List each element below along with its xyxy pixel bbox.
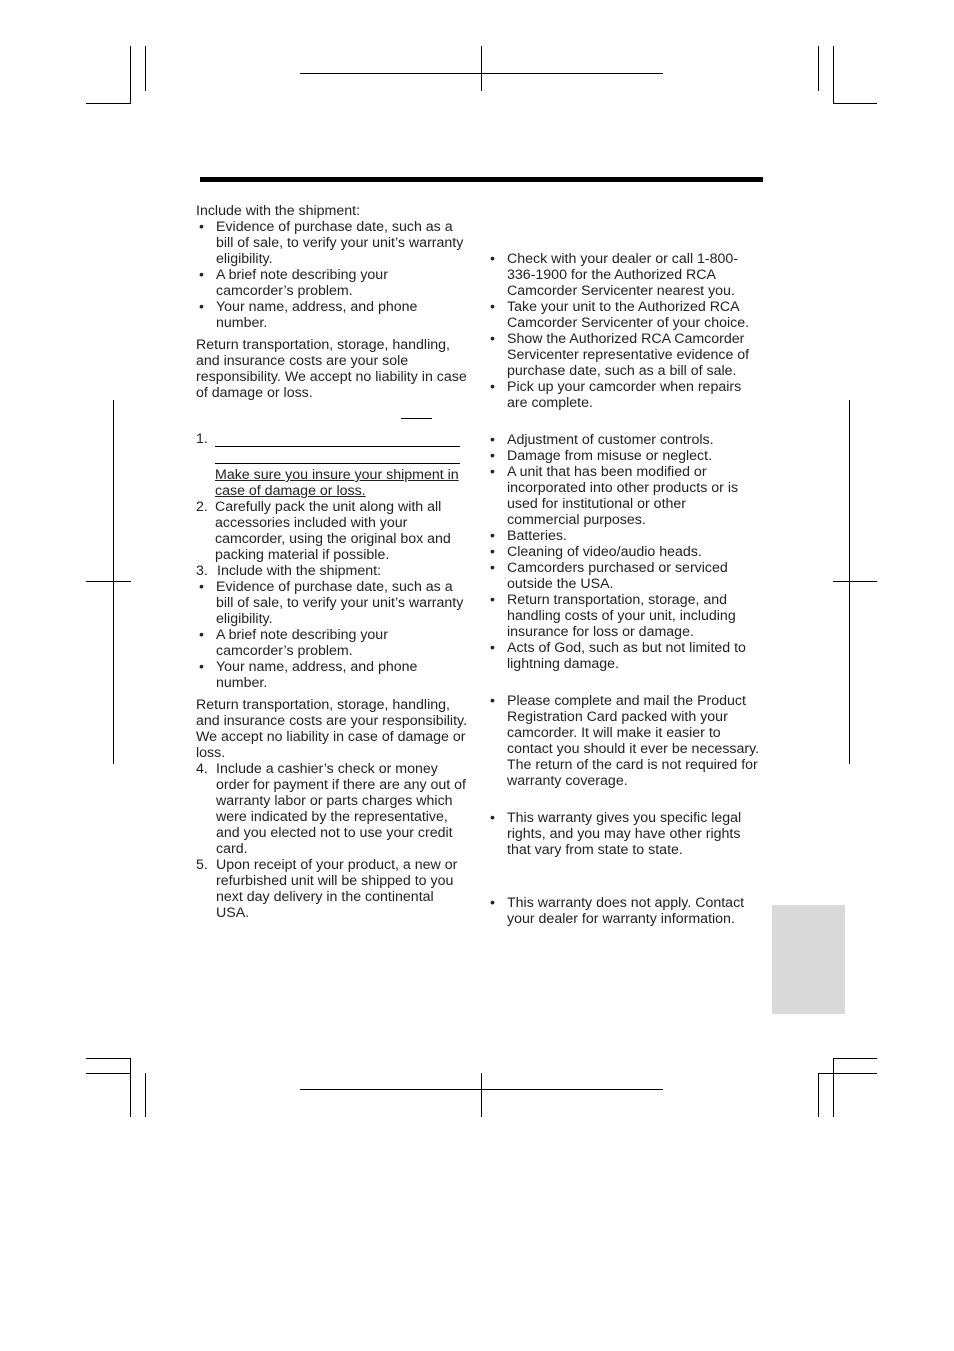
crop-mark <box>145 1073 146 1117</box>
list-item: • Adjustment of customer controls. <box>487 432 762 448</box>
list-item: • A brief note describing your camcorder’s problem. <box>196 267 468 299</box>
list-item: • Your name, address, and phone number. <box>196 299 468 331</box>
step-number: 3. <box>196 563 208 579</box>
crop-mark <box>86 1058 131 1059</box>
list-item: • A brief note describing your camcorder’s problem. <box>196 627 468 659</box>
step-1 <box>196 431 468 499</box>
list-item: • This warranty gives you specific legal rights, and you may have other rights that vary from state to state. <box>487 810 762 858</box>
crop-mark <box>86 1073 131 1074</box>
crop-mark <box>130 46 131 104</box>
crop-mark <box>818 1073 819 1117</box>
list-item: • Batteries. <box>487 528 762 544</box>
step-text: Upon receipt of your product, a new or refurbished unit will be shipped to you next day delivery in the continental USA. <box>216 857 458 921</box>
blank-rule <box>215 448 460 464</box>
list-item: • Pick up your camcorder when repairs are complete. <box>487 379 762 411</box>
list-item: • Damage from misuse or neglect. <box>487 448 762 464</box>
step-text: Make sure you insure your shipment in case of damage or loss. <box>215 467 459 499</box>
blank-rule <box>215 431 460 447</box>
steps-list-cont <box>196 761 468 921</box>
crop-mark <box>833 581 877 582</box>
crop-mark <box>833 103 877 104</box>
liability-paragraph-b: Return transportation, storage, handling, and insurance costs are your responsibility. We accept no liability in case of damage or loss. <box>196 697 468 761</box>
list-item: • Camcorders purchased or serviced outside the USA. <box>487 560 762 592</box>
liability-paragraph-a: Return transportation, storage, handling, and insurance costs are your sole responsibility. We accept no liability in case of damage or loss. <box>196 337 467 401</box>
outside-usa-list <box>487 895 762 927</box>
crop-mark <box>86 103 131 104</box>
header-rule <box>200 177 763 182</box>
crop-mark <box>849 400 850 764</box>
shipment-list-b <box>196 579 468 691</box>
list-item: • This warranty does not apply. Contact your dealer for warranty information. <box>487 895 762 927</box>
crop-mark <box>145 46 146 91</box>
right-column <box>487 251 762 933</box>
include-intro: Include with the shipment: <box>196 203 361 219</box>
not-covered-list <box>487 432 762 672</box>
list-item: • Please complete and mail the Product Registration Card packed with your camcorder. It will make it easier to contact you should it ever be necessary. The return of the card is not required for warranty coverage. <box>487 693 762 789</box>
crop-mark <box>481 46 482 91</box>
crop-mark <box>130 1058 131 1117</box>
list-item: • Return transportation, storage, and handling costs of your unit, including insurance for loss or damage. <box>487 592 762 640</box>
crop-mark <box>481 1073 482 1117</box>
step-3 <box>196 563 468 579</box>
step-text: Carefully pack the unit along with all accessories included with your camcorder, using the original box and packing material if possible. <box>215 499 451 563</box>
list-item: • Take your unit to the Authorized RCA Camcorder Servicenter of your choice. <box>487 299 762 331</box>
step-number: 1. <box>196 431 208 447</box>
list-item: • Your name, address, and phone number. <box>196 659 468 691</box>
step-text: Include a cashier’s check or money order for payment if there are any out of warranty labor or parts charges which were indicated by the representative, and you elected not to use your credit card. <box>216 761 466 857</box>
left-column <box>196 203 468 921</box>
list-item: • A unit that has been modified or incorporated into other products or is used for institutional or other commercial purposes. <box>487 464 762 528</box>
list-item: • Acts of God, such as but not limited to lightning damage. <box>487 640 762 672</box>
step-2 <box>196 499 468 563</box>
crop-mark <box>833 46 834 104</box>
crop-mark <box>833 1058 877 1059</box>
step-5 <box>196 857 468 921</box>
crop-mark <box>833 1058 834 1117</box>
crop-mark <box>818 1073 877 1074</box>
crop-mark <box>86 581 131 582</box>
shipment-list-a <box>196 219 468 331</box>
list-item: • Evidence of purchase date, such as a bill of sale, to verify your unit’s warranty eligibility. <box>196 219 468 267</box>
registration-list <box>487 693 762 789</box>
step-number: 4. <box>196 761 208 777</box>
crop-mark <box>113 400 114 764</box>
crop-mark <box>818 46 819 91</box>
list-item: • Cleaning of video/audio heads. <box>487 544 762 560</box>
step-number: 5. <box>196 857 208 873</box>
step-4 <box>196 761 468 857</box>
service-list <box>487 251 762 411</box>
step-number: 2. <box>196 499 208 515</box>
step-text: Include with the shipment: <box>217 563 382 579</box>
list-item: • Evidence of purchase date, such as a bill of sale, to verify your unit’s warranty eligibility. <box>196 579 468 627</box>
side-tab <box>772 905 845 1014</box>
list-item: • Check with your dealer or call 1-800-336-1900 for the Authorized RCA Camcorder Servicenter nearest you. <box>487 251 762 299</box>
steps-list <box>196 431 468 579</box>
legal-rights-list <box>487 810 762 858</box>
list-item: • Show the Authorized RCA Camcorder Servicenter representative evidence of purchase date, such as a bill of sale. <box>487 331 762 379</box>
